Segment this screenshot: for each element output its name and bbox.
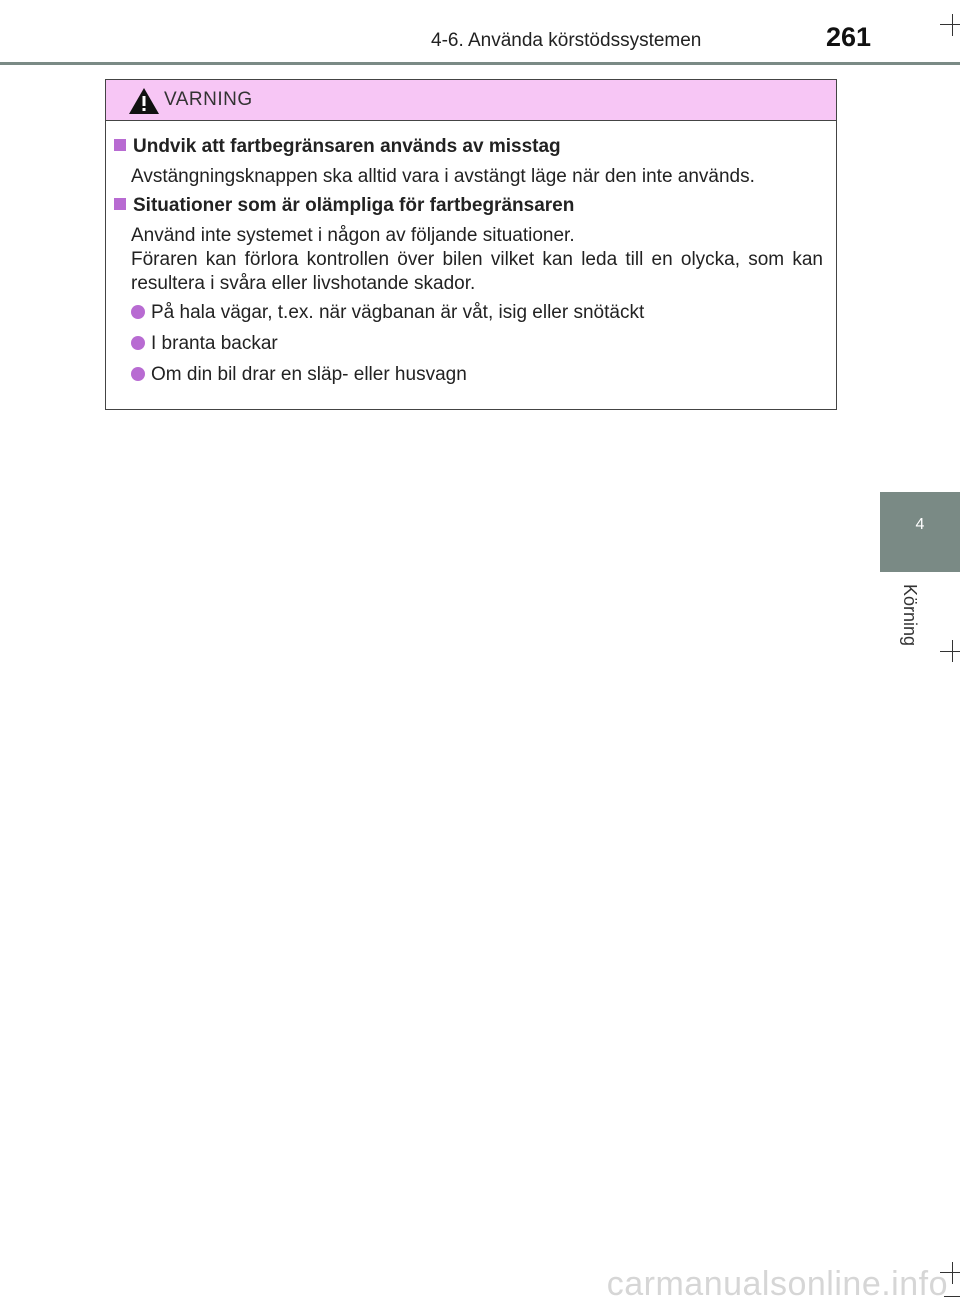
chapter-label: Körning xyxy=(900,584,920,647)
footer-watermark: carmanualsonline.info xyxy=(606,1265,948,1303)
warning-title: VARNING xyxy=(164,89,253,110)
warning-header xyxy=(106,80,836,121)
round-bullet-icon xyxy=(131,305,145,319)
section-title: 4-6. Använda körstödssystemen xyxy=(431,30,702,51)
warning-item-text: Avstängningsknappen ska alltid vara i avstängt läge när den inte används. xyxy=(131,166,755,187)
list-item: I branta backar xyxy=(131,333,278,355)
page-number: 261 xyxy=(826,22,872,52)
warning-item-text: Föraren kan förlora kontrollen över bilen vilket kan leda till en olycka, som kan resultera i svåra eller livshotande skador. xyxy=(131,249,823,294)
warning-item-heading: Undvik att fartbegränsaren används av misstag xyxy=(114,136,561,158)
warning-item-heading: Situationer som är olämpliga för fartbegränsaren xyxy=(114,195,574,217)
warning-triangle-icon xyxy=(128,87,160,115)
square-bullet-icon xyxy=(114,139,126,151)
chapter-tab xyxy=(880,492,960,572)
warning-item-text: Använd inte systemet i någon av följande situationer. xyxy=(131,225,575,246)
round-bullet-icon xyxy=(131,367,145,381)
list-item: På hala vägar, t.ex. när vägbanan är våt, isig eller snötäckt xyxy=(131,302,644,324)
round-bullet-icon xyxy=(131,336,145,350)
square-bullet-icon xyxy=(114,198,126,210)
warning-box xyxy=(105,79,837,410)
chapter-number: 4 xyxy=(915,516,925,533)
list-item: Om din bil drar en släp- eller husvagn xyxy=(131,364,467,386)
header-divider xyxy=(0,62,960,65)
